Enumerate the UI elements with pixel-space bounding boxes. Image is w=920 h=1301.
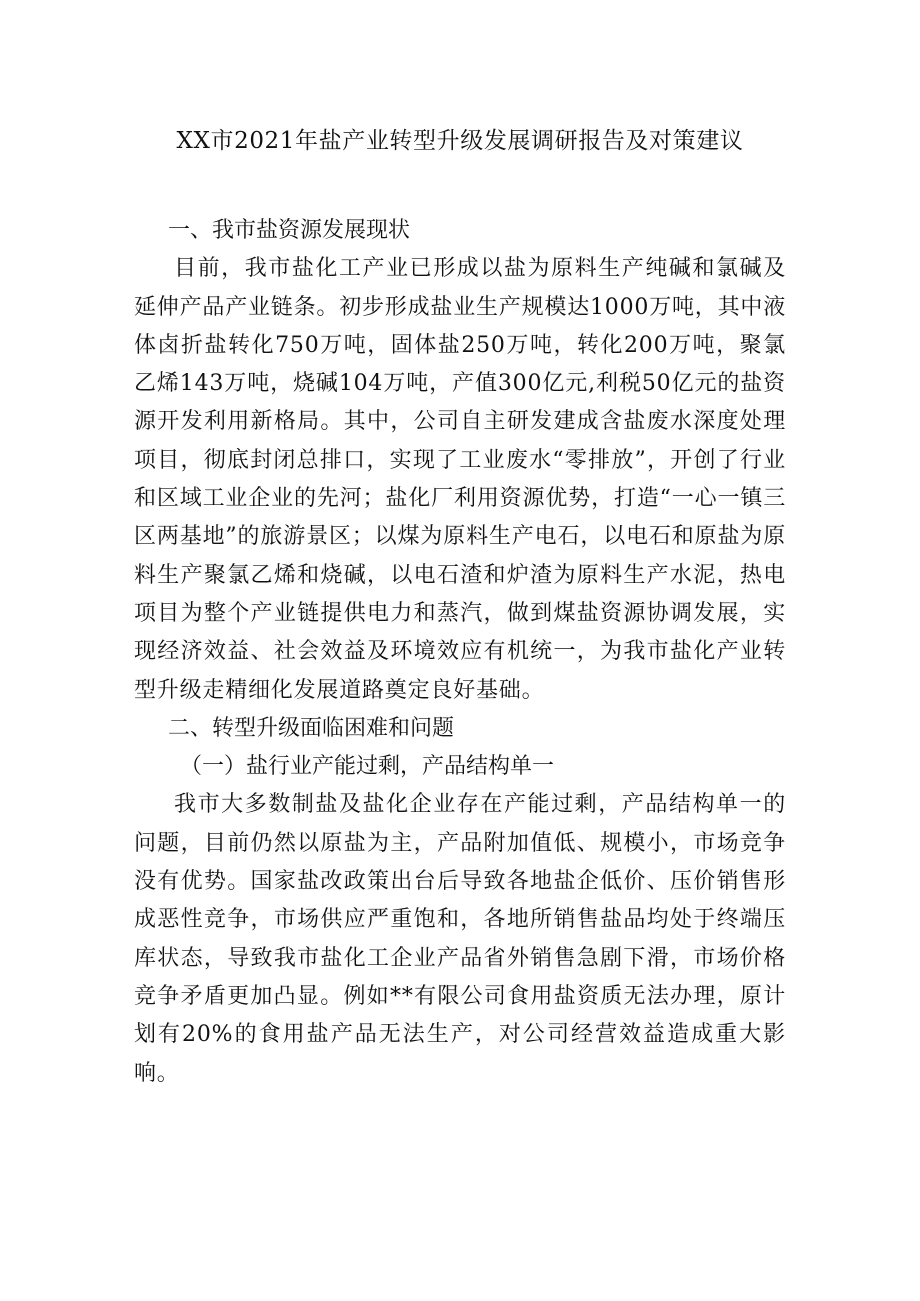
subsection-heading-2-1: （一）盐行业产能过剩，产品结构单一 <box>180 754 555 780</box>
document-title: XX市2021年盐产业转型升级发展调研报告及对策建议 <box>176 128 744 154</box>
section-1-paragraph-1: 目前，我市盐化工产业已形成以盐为原料生产纯碱和氯碱及延伸产品产业链条。初步形成盐业生产规模达1000万吨，其中液体卤折盐转化750万吨，固体盐250万吨，转化200万吨，聚氯乙烯143万吨，烧碱104万吨，产值300亿元,利税50亿元的盐资源开发利用新格局。其中，公司自主研发建成含盐废水深度处理项目，彻底封闭总排口，实现了工业废水“零排放”，开创了行业和区域工业企业的先河；盐化厂利用资源优势，打造“一心一镇三区两基地”的旅游景区；以煤为原料生产电石，以电石和原盐为原料生产聚氯乙烯和烧碱，以电石渣和炉渣为原料生产水泥，热电项目为整个产业链提供电力和蒸汽，做到煤盐资源协调发展，实现经济效益、社会效益及环境效应有机统一，为我市盐化产业转型升级走精细化发展道路奠定良好基础。 <box>134 256 786 703</box>
section-heading-2: 二、转型升级面临困难和问题 <box>168 715 455 741</box>
section-heading-1: 一、我市盐资源发展现状 <box>168 218 411 243</box>
document-body <box>134 212 786 1093</box>
section-2-paragraph-1: 我市大多数制盐及盐化企业存在产能过剩，产品结构单一的问题，目前仍然以原盐为主，产品附加值低、规模小，市场竞争没有优势。国家盐改政策出台后导致各地盐企低价、压价销售形成恶性竞争，市场供应严重饱和，各地所销售盐品均处于终端压库状态，导致我市盐化工企业产品省外销售急剧下滑，市场价格竞争矛盾更加凸显。例如**有限公司食用盐资质无法办理，原计划有20%的食用盐产品无法生产，对公司经营效益造成重大影响。 <box>134 792 786 1086</box>
